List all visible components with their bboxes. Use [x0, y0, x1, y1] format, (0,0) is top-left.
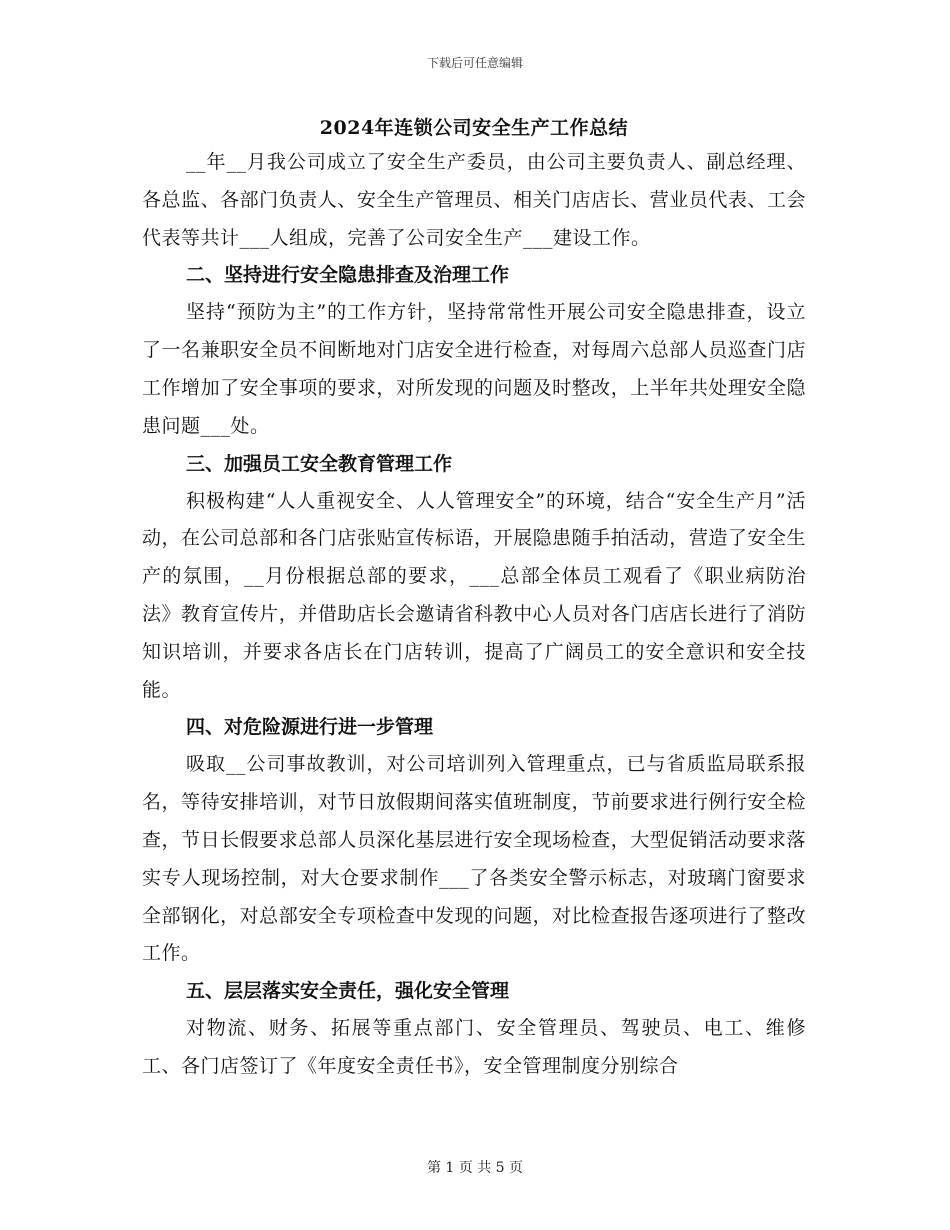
section-body-4: 吸取__公司事故教训，对公司培训列入管理重点，已与省质监局联系报名，等待安排培训，对节日放假期间落实值班制度，节前要求进行例行安全检查，节日长假要求总部人员深化基层进行安全现场检查，大型促销活动要求落实专人现场控制，对大仓要求制作___了各类安全警示标志，对玻璃门窗要求全部钢化，对总部安全专项检查中发现的问题，对比检查报告逐项进行了整改工作。 [142, 753, 806, 965]
section-body-2: 坚持“预防为主”的工作方针，坚持常常性开展公司安全隐患排查，设立了一名兼职安全员不间断地对门店安全进行检查，对每周六总部人员巡查门店工作增加了安全事项的要求，对所发现的问题及时整改，上半年共处理安全隐患问题___处。 [142, 301, 806, 437]
intro-paragraph: __年__月我公司成立了安全生产委员，由公司主要负责人、副总经理、各总监、各部门负责人、安全生产管理员、相关门店店长、营业员代表、工会代表等共计___人组成，完善了公司安全生产___建设工作。 [142, 151, 806, 249]
section-heading-4: 四、对危险源进行进一步管理 [186, 716, 434, 739]
page-number-footer: 第 1 页 共 5 页 [426, 1160, 524, 1176]
page-header-note: 下载后可任意编辑 [426, 56, 523, 70]
document-body [142, 112, 806, 1086]
section-heading-3: 三、加强员工安全教育管理工作 [186, 452, 453, 475]
section-heading-5: 五、层层落实安全责任，强化安全管理 [186, 980, 510, 1003]
section-body-3: 积极构建“人人重视安全、人人管理安全”的环境，结合“安全生产月”活动，在公司总部和各门店张贴宣传标语，开展隐患随手拍活动，营造了安全生产的氛围，__月份根据总部的要求，___总部全体员工观看了《职业病防治法》教育宣传片，并借助店长会邀请省科教中心人员对各门店店长进行了消防知识培训，并要求各店长在门店转训，提高了广阔员工的安全意识和安全技能。 [142, 489, 806, 701]
document-title: 2024年连锁公司安全生产工作总结 [319, 117, 629, 139]
section-body-5: 对物流、财务、拓展等重点部门、安全管理员、驾驶员、电工、维修工、各门店签订了《年度安全责任书》，安全管理制度分别综合 [142, 1017, 806, 1077]
section-heading-2: 二、坚持进行安全隐患排查及治理工作 [186, 264, 510, 287]
